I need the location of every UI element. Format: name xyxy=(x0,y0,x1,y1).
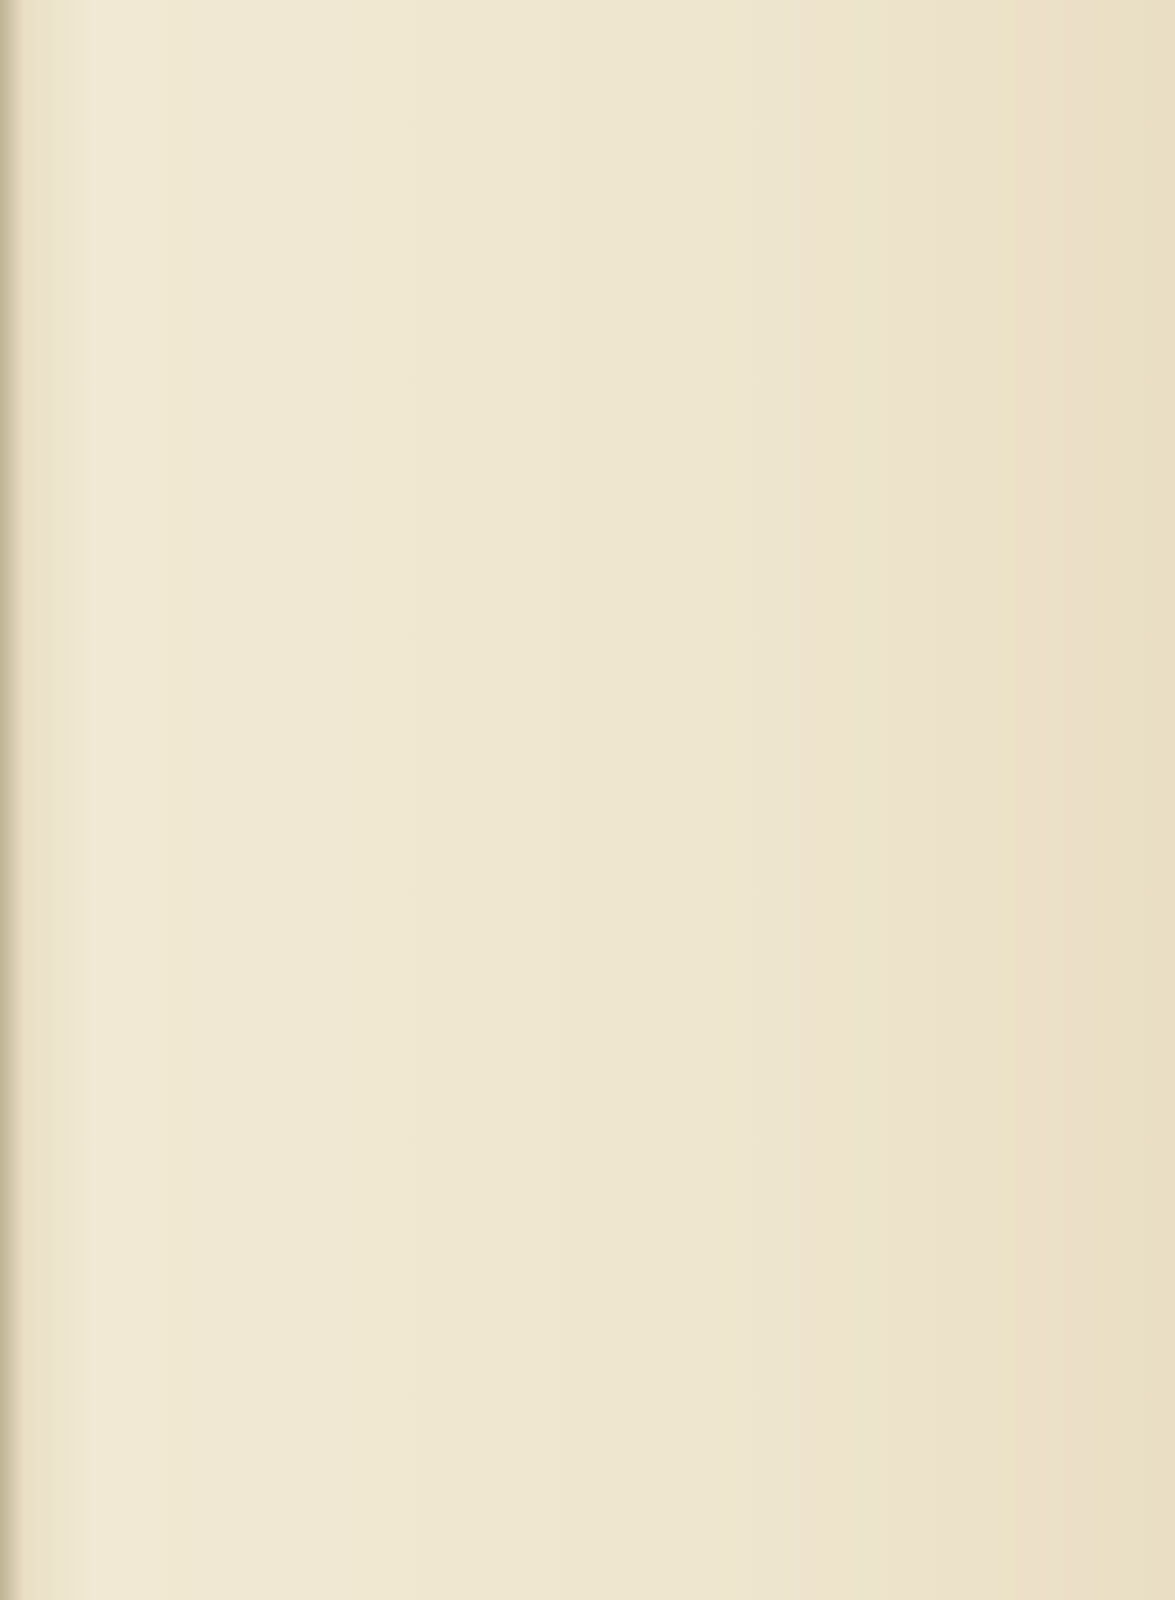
column-right xyxy=(772,14,1162,1534)
column-middle xyxy=(400,14,765,1534)
column-left xyxy=(24,14,394,1534)
binding-shadow xyxy=(0,0,24,1600)
page-footer xyxy=(24,1538,1164,1578)
